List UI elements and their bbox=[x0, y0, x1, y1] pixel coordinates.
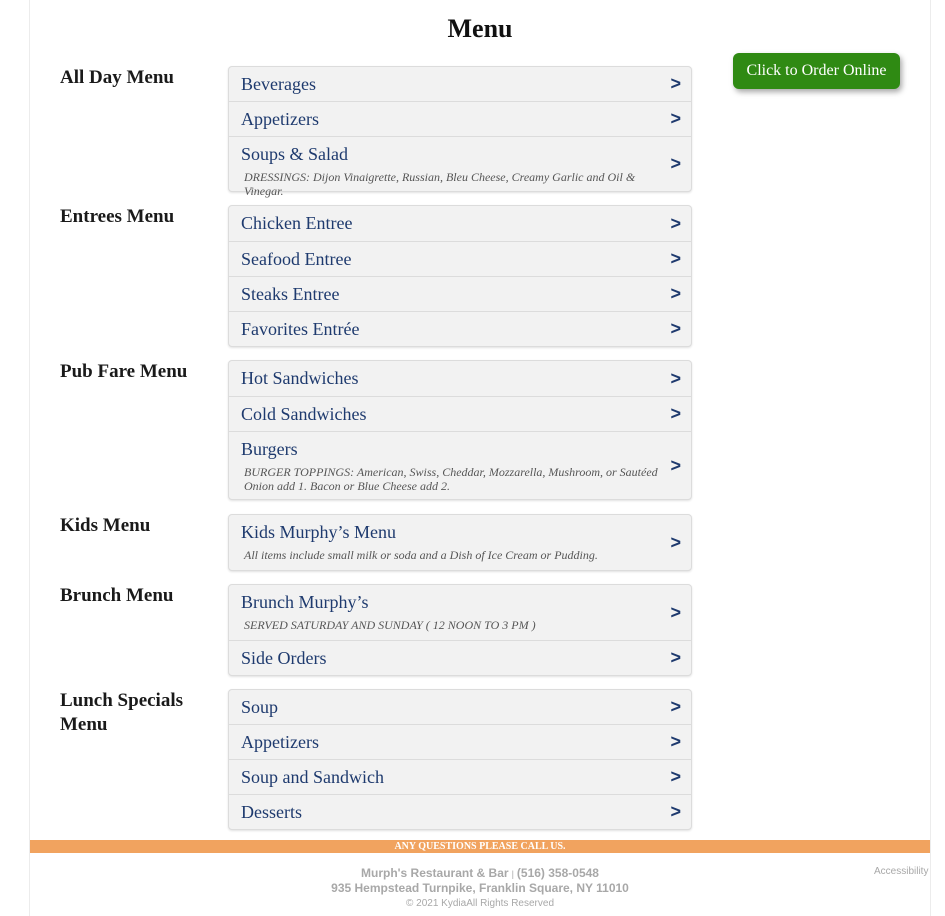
section-title-entrees: Entrees Menu bbox=[60, 206, 175, 227]
chevron-right-icon: > bbox=[670, 801, 681, 822]
menu-item-description: SERVED SATURDAY AND SUNDAY ( 12 NOON TO 3 PM ) bbox=[244, 618, 536, 632]
menu-item-label: Steaks Entree bbox=[241, 284, 340, 304]
menu-item-label: Brunch Murphy’s bbox=[241, 592, 369, 612]
menu-item-side-orders[interactable] bbox=[229, 640, 691, 675]
menu-item-label: Soup and Sandwich bbox=[241, 767, 384, 787]
menu-item-label: Soup bbox=[241, 697, 279, 717]
menu-item-label: Kids Murphy’s Menu bbox=[241, 522, 397, 542]
footer-contact-line bbox=[0, 866, 945, 881]
menu-item-hot-sandwiches[interactable] bbox=[229, 361, 691, 396]
section-title-kids: Kids Menu bbox=[60, 515, 151, 536]
accessibility-link[interactable]: Accessibility bbox=[874, 866, 929, 877]
menu-item-label: Chicken Entree bbox=[241, 213, 353, 233]
section-title-lunch-specials: Lunch Specials Menu bbox=[60, 690, 184, 735]
menu-item-label: Soups & Salad bbox=[241, 144, 349, 164]
footer bbox=[0, 866, 945, 910]
chevron-right-icon: > bbox=[670, 455, 681, 475]
menu-item-lunch-appetizers[interactable] bbox=[229, 724, 691, 759]
menu-item-soup-and-sandwich[interactable] bbox=[229, 759, 691, 794]
chevron-right-icon: > bbox=[670, 213, 681, 233]
section-title-pub-fare: Pub Fare Menu bbox=[60, 361, 188, 382]
footer-copyright-line bbox=[0, 898, 945, 910]
menu-item-appetizers[interactable] bbox=[229, 101, 691, 136]
menu-item-label: Hot Sandwiches bbox=[241, 368, 359, 388]
copyright-text: © 2021 bbox=[405, 898, 439, 909]
menu-list-pub-fare bbox=[228, 360, 692, 500]
section-title-brunch: Brunch Menu bbox=[60, 585, 174, 606]
chevron-right-icon: > bbox=[670, 108, 681, 129]
chevron-right-icon: > bbox=[670, 403, 681, 424]
menu-list-brunch bbox=[228, 584, 692, 676]
menu-item-label: Appetizers bbox=[241, 732, 319, 752]
chevron-right-icon: > bbox=[670, 647, 681, 668]
menu-list-lunch-specials bbox=[228, 689, 692, 830]
menu-item-soups-salad[interactable] bbox=[229, 136, 691, 198]
menu-item-label: Burgers bbox=[241, 439, 298, 459]
chevron-right-icon: > bbox=[670, 532, 681, 552]
menu-item-label: Favorites Entrée bbox=[241, 319, 360, 339]
menu-item-description: BURGER TOPPINGS: American, Swiss, Cheddar, Mozzarella, Mushroom, or Sautéed Onion add 1. Bacon or Blue Cheese add 2. bbox=[244, 465, 658, 493]
menu-list-all-day bbox=[228, 66, 692, 198]
footer-separator: | bbox=[511, 869, 514, 879]
menu-item-label: Appetizers bbox=[241, 109, 319, 129]
chevron-right-icon: > bbox=[670, 368, 681, 388]
menu-item-kids-murphys[interactable] bbox=[229, 515, 691, 570]
menu-item-cold-sandwiches[interactable] bbox=[229, 396, 691, 431]
chevron-right-icon: > bbox=[670, 73, 681, 94]
menu-item-label: Desserts bbox=[241, 802, 302, 822]
menu-item-steaks-entree[interactable] bbox=[229, 276, 691, 311]
chevron-right-icon: > bbox=[670, 318, 681, 339]
menu-item-seafood-entree[interactable] bbox=[229, 241, 691, 276]
kydia-link[interactable]: Kydia bbox=[441, 898, 467, 909]
chevron-right-icon: > bbox=[670, 248, 681, 269]
chevron-right-icon: > bbox=[670, 602, 681, 622]
menu-item-description: DRESSINGS: Dijon Vinaigrette, Russian, Bleu Cheese, Creamy Garlic and Oil & Vinegar. bbox=[244, 170, 636, 198]
chevron-right-icon: > bbox=[670, 153, 681, 174]
menu-item-chicken-entree[interactable] bbox=[229, 206, 691, 241]
menu-item-label: Cold Sandwiches bbox=[241, 404, 367, 424]
order-online-button[interactable]: Click to Order Online bbox=[733, 53, 900, 89]
menu-item-soup[interactable] bbox=[229, 690, 691, 724]
menu-item-label: Seafood Entree bbox=[241, 249, 352, 269]
menu-item-description: All items include small milk or soda and a Dish of Ice Cream or Pudding. bbox=[244, 548, 598, 562]
rights-text: All Rights Reserved bbox=[466, 898, 554, 909]
chevron-right-icon: > bbox=[670, 731, 681, 752]
menu-item-desserts[interactable] bbox=[229, 794, 691, 829]
menu-item-label: Side Orders bbox=[241, 648, 327, 668]
menu-list-entrees bbox=[228, 205, 692, 347]
call-us-banner: ANY QUESTIONS PLEASE CALL US. bbox=[30, 840, 930, 853]
section-title-all-day: All Day Menu bbox=[60, 67, 174, 88]
restaurant-name: Murph's Restaurant & Bar bbox=[361, 866, 509, 880]
footer-address: 935 Hempstead Turnpike, Franklin Square, NY 11010 bbox=[331, 881, 629, 895]
chevron-right-icon: > bbox=[670, 283, 681, 304]
menu-list-kids bbox=[228, 514, 692, 571]
phone-link[interactable]: (516) 358-0548 bbox=[516, 866, 599, 880]
chevron-right-icon: > bbox=[670, 766, 681, 787]
chevron-right-icon: > bbox=[670, 696, 681, 717]
menu-item-beverages[interactable] bbox=[229, 67, 691, 101]
menu-item-favorites-entree[interactable] bbox=[229, 311, 691, 346]
menu-item-label: Beverages bbox=[241, 74, 316, 94]
menu-item-brunch-murphys[interactable] bbox=[229, 585, 691, 640]
page-title: Menu bbox=[447, 14, 513, 43]
menu-item-burgers[interactable] bbox=[229, 431, 691, 499]
